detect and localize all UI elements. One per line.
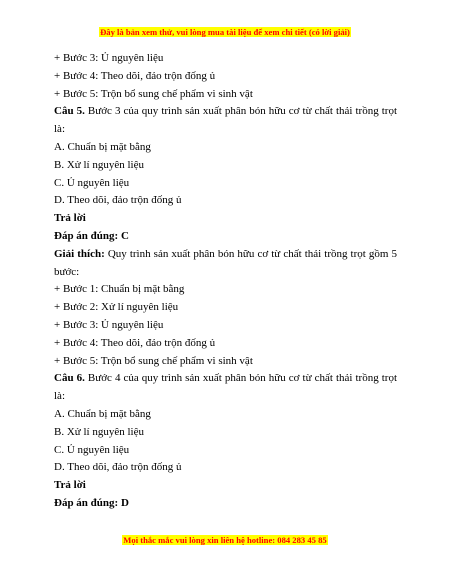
question-6-stem: Bước 4 của quy trình sản xuất phân bón hữu cơ từ chất thải trồng trọt: [87, 372, 398, 385]
question-6-text: [54, 370, 397, 388]
question-5-stem: Bước 3 của quy trình sản xuất phân bón hữu cơ từ chất thải trồng trọt: [87, 105, 398, 118]
hotline-footer: [0, 535, 450, 546]
question-6-label: Câu 6.: [54, 372, 85, 385]
question-6-option-a: A. Chuẩn bị mặt bằng: [54, 407, 151, 420]
question-5-text: [54, 103, 397, 121]
question-6-answer-heading: Trả lời: [54, 479, 86, 492]
question-5-option-a: A. Chuẩn bị mặt bằng: [54, 140, 151, 153]
explanation-step: + Bước 5: Trộn bổ sung chế phẩm vi sinh vật: [54, 354, 253, 367]
preview-notice-banner: [0, 27, 450, 38]
question-5-answer-heading: Trả lời: [54, 212, 86, 225]
question-6-option-b: B. Xử lí nguyên liệu: [54, 425, 144, 438]
question-6-correct-answer: Đáp án đúng: D: [54, 496, 129, 509]
question-5-correct-answer: Đáp án đúng: C: [54, 229, 129, 242]
intro-step: + Bước 3: Ủ nguyên liệu: [54, 52, 164, 64]
question-5-stem-end: là:: [54, 123, 65, 136]
question-5-label: Câu 5.: [54, 105, 85, 118]
explanation-step: + Bước 3: Ủ nguyên liệu: [54, 318, 164, 331]
explanation-text: Quy trình sản xuất phân bón hữu cơ từ chất thải trồng trọt gồm 5: [107, 247, 398, 260]
document-content: [54, 50, 397, 513]
question-6-option-d: D. Theo dõi, đảo trộn đống ủ: [54, 461, 182, 474]
preview-notice-text: Đây là bản xem thử, vui lòng mua tài liệu để xem chi tiết (có lời giải): [100, 27, 350, 37]
explanation-step: + Bước 4: Theo dõi, đảo trộn đống ủ: [54, 336, 216, 349]
explanation-step: + Bước 2: Xử lí nguyên liệu: [54, 301, 179, 314]
intro-step: + Bước 4: Theo dõi, đảo trộn đống ủ: [54, 69, 216, 82]
question-5-option-b: B. Xử lí nguyên liệu: [54, 158, 144, 171]
intro-step: + Bước 5: Trộn bổ sung chế phẩm vi sinh vật: [54, 87, 253, 100]
question-5-option-d: D. Theo dõi, đảo trộn đống ủ: [54, 194, 182, 207]
explanation-label: Giải thích:: [54, 247, 105, 260]
question-6-option-c: C. Ủ nguyên liệu: [54, 443, 130, 456]
question-5-option-c: C. Ủ nguyên liệu: [54, 176, 130, 189]
explanation-text-end: bước:: [54, 265, 80, 278]
explanation-step: + Bước 1: Chuẩn bị mặt bằng: [54, 283, 185, 296]
question-6-stem-end: là:: [54, 390, 65, 403]
hotline-text: Mọi thắc mắc vui lòng xin liên hệ hotline: 084 283 45 85: [123, 535, 327, 545]
question-5-explanation: [54, 246, 397, 264]
